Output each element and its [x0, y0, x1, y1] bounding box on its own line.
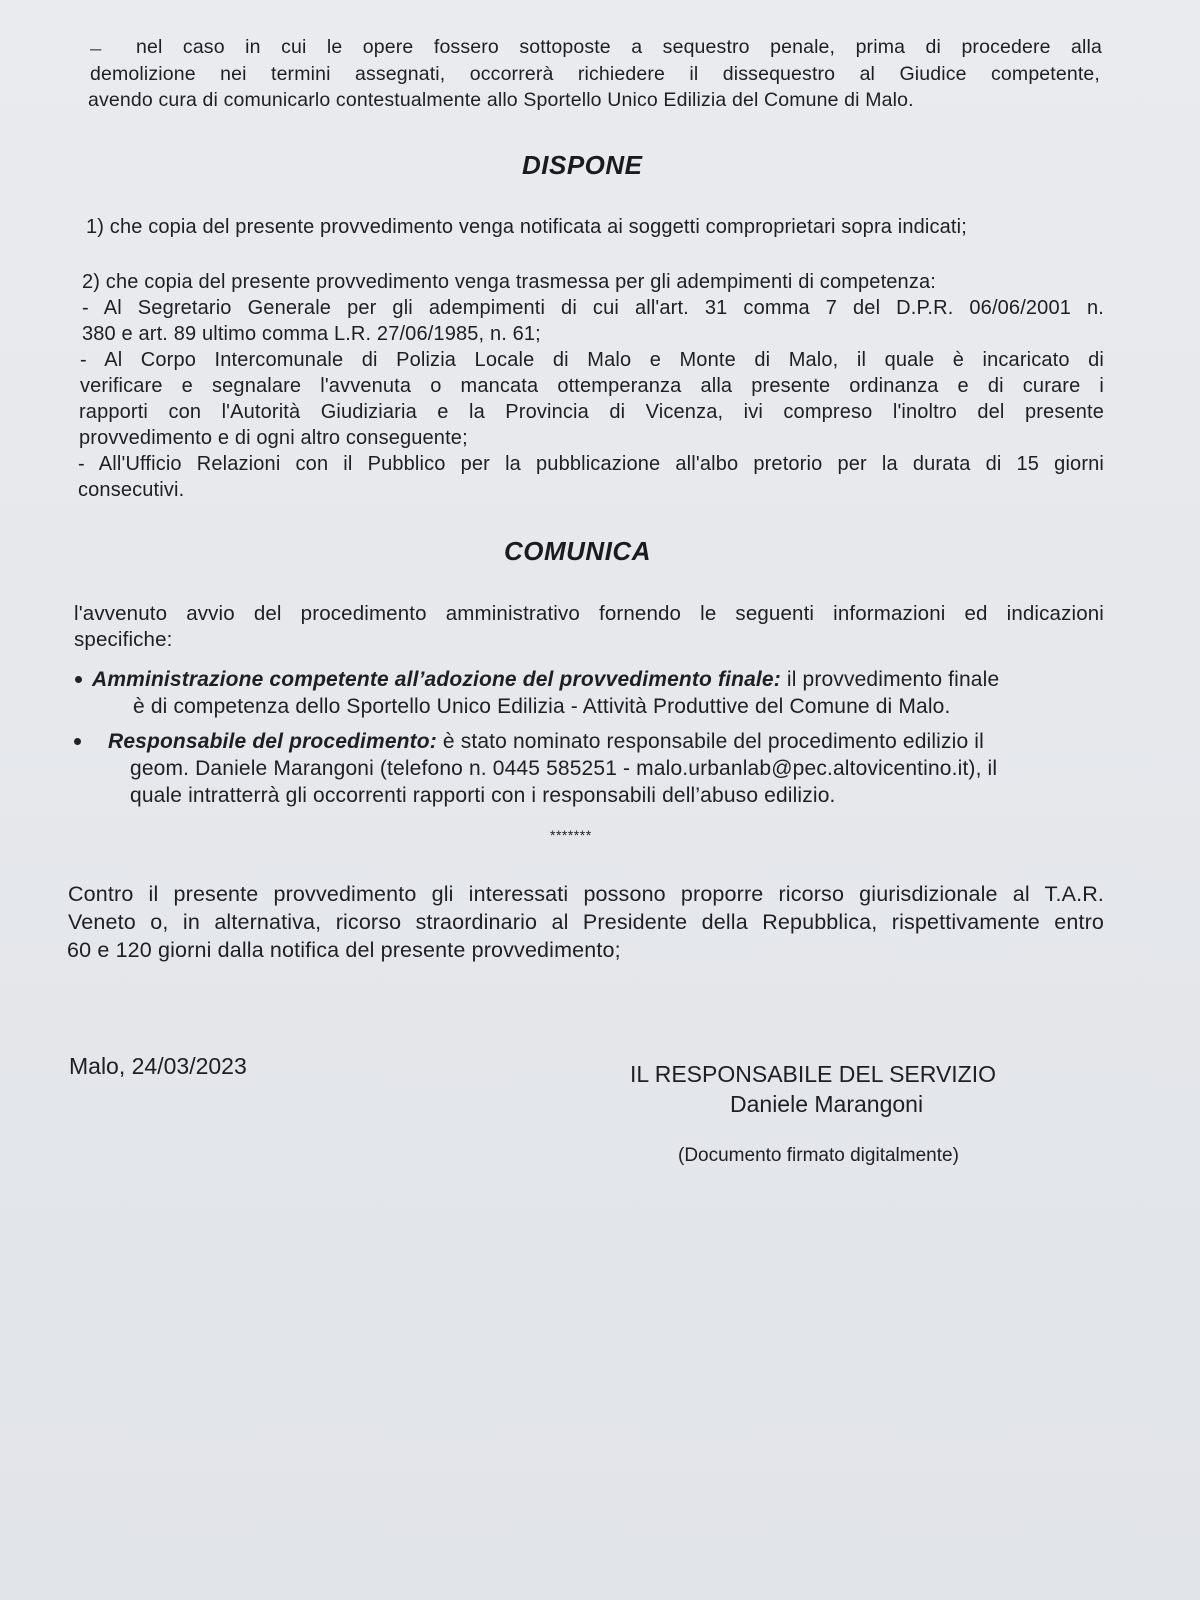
signer-name: Daniele Marangoni	[730, 1091, 924, 1117]
bullet-2-line-2: geom. Daniele Marangoni (telefono n. 0445 585251 - malo.urbanlab@pec.altovicentino.it), il	[130, 757, 998, 780]
comunica-intro-line-1: l'avvenuto avvio del procedimento amministrativo fornendo le seguenti informazioni ed indicazioni	[74, 602, 1104, 625]
signer-role: IL RESPONSABILE DEL SERVIZIO	[630, 1061, 997, 1087]
intro-line-1: nel caso in cui le opere fossero sottoposte a sequestro penale, prima di procedere alla	[136, 36, 1102, 58]
dispone-item-2-line-6: rapporti con l'Autorità Giudiziaria e la Provincia di Vicenza, ivi compreso l'inoltro del presente	[79, 401, 1104, 423]
bullet-1-line-2: è di competenza dello Sportello Unico Edilizia - Attività Produttive del Comune di Malo.	[133, 695, 951, 718]
intro-line-3: avendo cura di comunicarlo contestualmente allo Sportello Unico Edilizia del Comune di Malo.	[88, 89, 914, 111]
intro-dash: –	[90, 37, 102, 60]
bullet-1-dot	[75, 676, 82, 683]
bullet-1-label: Amministrazione competente all’adozione del provvedimento finale:	[92, 668, 781, 691]
ricorso-line-1: Contro il presente provvedimento gli interessati possono proporre ricorso giurisdizionale al T.A.R.	[68, 882, 1104, 906]
bullet-1-line-1	[92, 667, 999, 693]
dispone-item-2-line-9: consecutivi.	[78, 479, 185, 501]
bullet-2-label: Responsabile del procedimento:	[108, 730, 437, 753]
dispone-item-2-line-2: - Al Segretario Generale per gli adempimenti di cui all'art. 31 comma 7 del D.P.R. 06/06/2001 n.	[82, 297, 1104, 319]
ricorso-line-2: Veneto o, in alternativa, ricorso straordinario al Presidente della Repubblica, rispettivamente entro	[68, 910, 1104, 934]
comunica-heading: COMUNICA	[504, 536, 651, 566]
bullet-2-line-1	[108, 729, 984, 755]
bullet-2-line-3: quale intratterrà gli occorrenti rapporti con i responsabili dell’abuso edilizio.	[130, 784, 836, 807]
dispone-item-1: 1) che copia del presente provvedimento venga notificata ai soggetti comproprietari sopra indicati;	[86, 216, 967, 238]
section-separator: *******	[550, 827, 592, 843]
place-date: Malo, 24/03/2023	[69, 1053, 247, 1079]
ricorso-line-3: 60 e 120 giorni dalla notifica del presente provvedimento;	[67, 938, 621, 962]
bullet-2-text-first: è stato nominato responsabile del procedimento edilizio il	[436, 730, 984, 753]
comunica-intro-line-2: specifiche:	[74, 628, 173, 651]
dispone-item-2-line-4: - Al Corpo Intercomunale di Polizia Locale di Malo e Monte di Malo, il quale è incaricato di	[80, 349, 1104, 371]
dispone-heading: DISPONE	[522, 150, 643, 180]
bullet-2-dot	[74, 738, 81, 745]
bullet-1-text-first: il provvedimento finale	[780, 668, 1000, 691]
dispone-item-2-line-1: 2) che copia del presente provvedimento venga trasmessa per gli adempimenti di competenza:	[82, 271, 936, 293]
intro-line-2: demolizione nei termini assegnati, occorrerà richiedere il dissequestro al Giudice competente,	[90, 63, 1100, 85]
dispone-item-2-line-5: verificare e segnalare l'avvenuta o mancata ottemperanza alla presente ordinanza e di curare i	[80, 375, 1104, 397]
dispone-item-2-line-8: - All'Ufficio Relazioni con il Pubblico per la pubblicazione all'albo pretorio per la durata di 15 giorni	[78, 453, 1104, 475]
dispone-item-2-line-3: 380 e art. 89 ultimo comma L.R. 27/06/1985, n. 61;	[82, 323, 541, 345]
dispone-item-2-line-7: provvedimento e di ogni altro conseguente;	[79, 427, 468, 449]
digital-signature-note: (Documento firmato digitalmente)	[678, 1145, 959, 1166]
